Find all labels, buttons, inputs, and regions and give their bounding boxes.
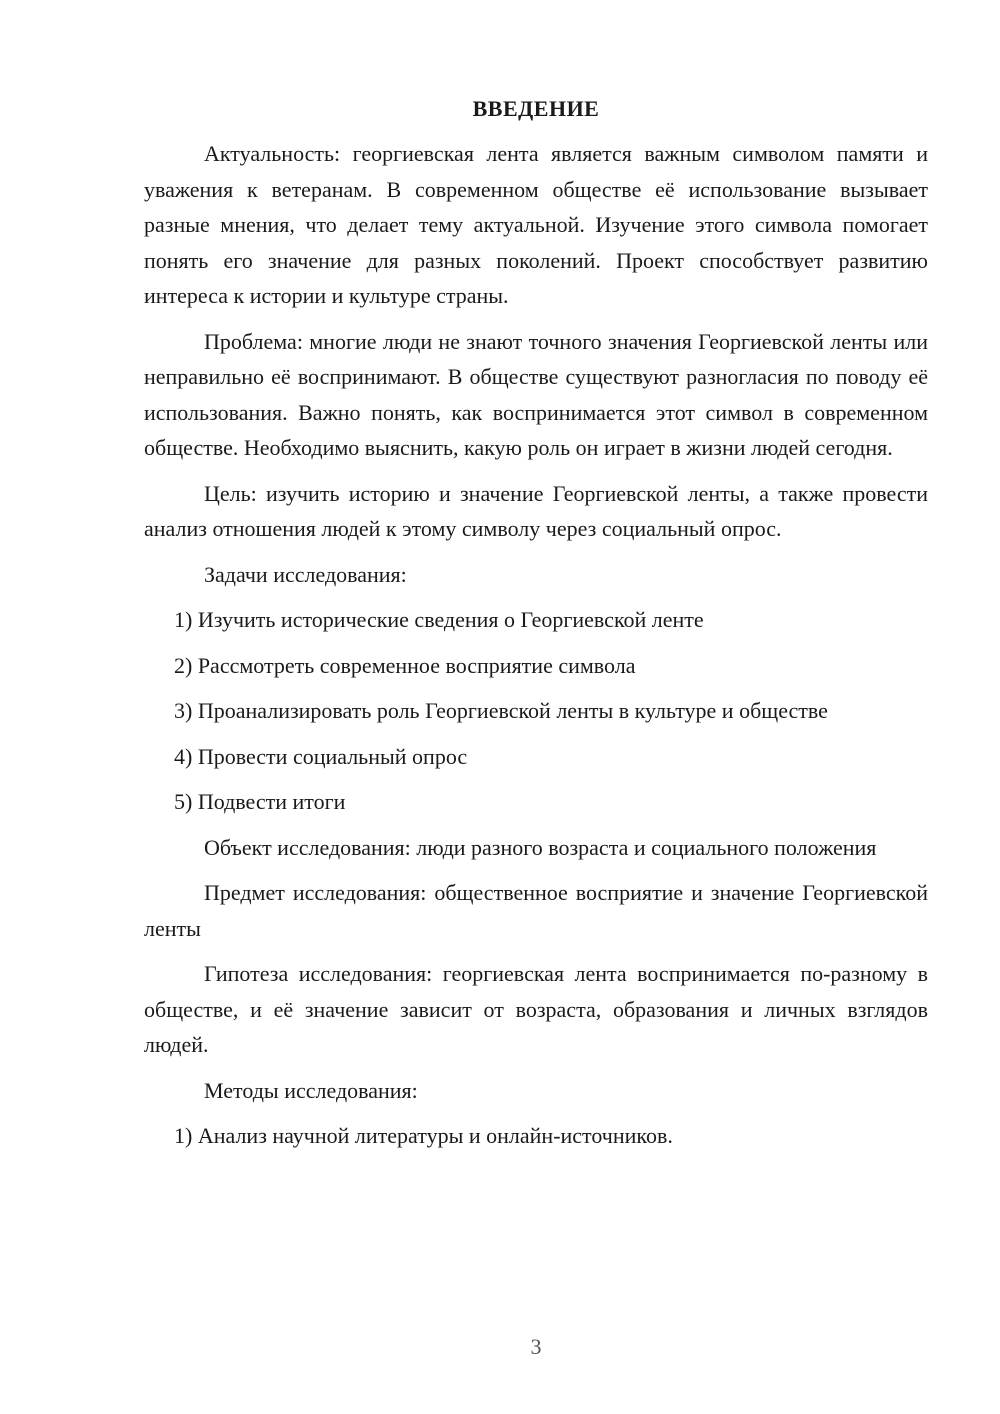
goal-paragraph: Цель: изучить историю и значение Георгиевской ленты, а также провести анализ отношения людей к этому символу через социальный опрос. [144,480,928,541]
page-content [144,94,928,1164]
section-title: ВВЕДЕНИЕ [472,96,600,121]
subject-paragraph: Предмет исследования: общественное восприятие и значение Георгиевской ленты [144,880,928,941]
methods-list [144,1118,928,1154]
problem-paragraph: Проблема: многие люди не знают точного значения Георгиевской ленты или неправильно её воспринимают. В обществе существуют разногласия по поводу её использования. Важно понять, как воспринимается этот символ в современном обществе. Необходимо выяснить, какую роль он играет в жизни людей сегодня. [144,328,928,460]
page-number: 3 [530,1334,542,1359]
methods-heading: Методы исследования: [204,1077,418,1103]
list-item: 4) Провести социальный опрос [174,743,468,769]
list-item: 1) Изучить исторические сведения о Георгиевской ленте [174,607,704,632]
list-item: 5) Подвести итоги [174,789,346,814]
list-item: 2) Рассмотреть современное восприятие символа [174,652,636,678]
list-item: 3) Проанализировать роль Георгиевской ленты в культуре и обществе [174,698,828,723]
relevance-paragraph: Актуальность: георгиевская лента является важным символом памяти и уважения к ветеранам. В современном обществе её использование вызывает разные мнения, что делает тему актуальной. Изучение этого символа помогает понять его значение для разных поколений. Проект способствует развитию интереса к истории и культуре страны. [144,141,928,308]
object-paragraph: Объект исследования: люди разного возраста и социального положения [204,834,877,860]
tasks-heading: Задачи исследования: [204,561,407,587]
tasks-list [144,602,928,820]
hypothesis-paragraph: Гипотеза исследования: георгиевская лента воспринимается по-разному в обществе, и её значение зависит от возраста, образования и личных взглядов людей. [144,961,928,1057]
list-item: 1) Анализ научной литературы и онлайн-источников. [174,1123,673,1148]
